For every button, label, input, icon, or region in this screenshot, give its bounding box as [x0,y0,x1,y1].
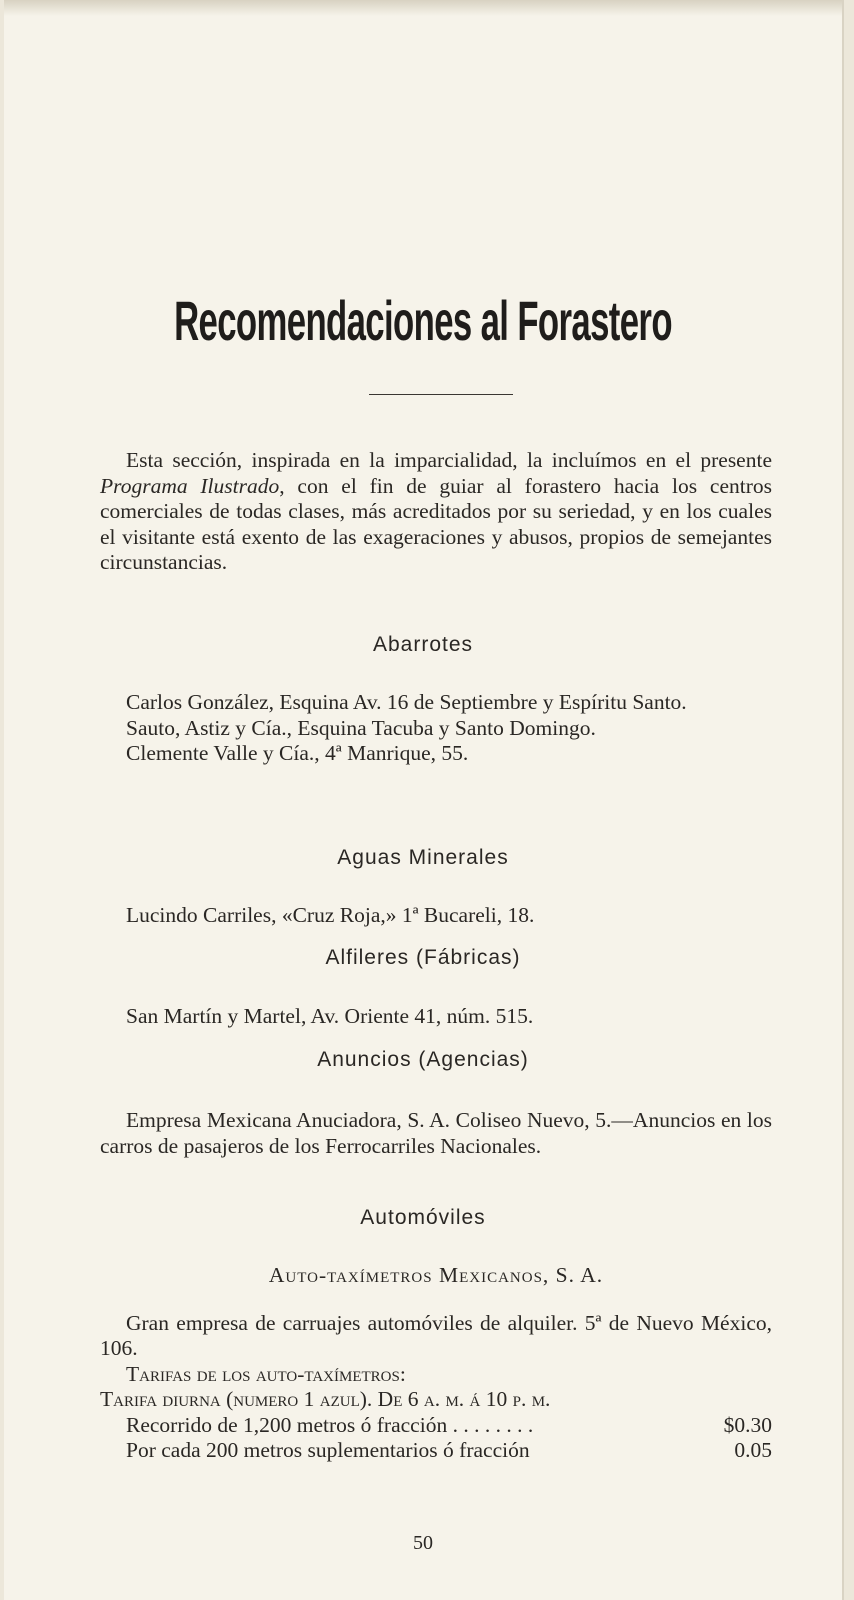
list-item: Empresa Mexicana Anuciadora, S. A. Coliseo Nuevo, 5.—Anuncios en los carros de pasajeros de los Ferrocarriles Nacionales. [100,1108,772,1158]
intro-italic-title: Programa Ilustrado [100,473,280,498]
intro-paragraph [100,448,772,576]
page [4,0,844,1600]
page-number: 50 [413,1532,433,1554]
section-aguas-minerales [100,903,772,929]
tarifa-row [100,1438,772,1464]
company-name: Auto-taxímetros Mexicanos, S. A. [268,1263,604,1287]
tarifa-price: $0.30 [723,1412,772,1437]
list-item: Gran empresa de carruajes automóviles de alquiler. 5ª de Nuevo México, 106. [100,1310,772,1360]
section-heading-alfileres: Alfileres (Fábricas) [325,946,521,969]
list-item: San Martín y Martel, Av. Oriente 41, núm. 515. [126,1004,534,1028]
section-heading-abarrotes: Abarrotes [372,633,474,656]
list-item: Tarifas de los auto-taxímetros: [126,1361,406,1386]
intro-text-before: Esta sección, inspirada en la imparcialidad, la incluímos en el presente [126,448,772,472]
tarifa-heading: Tarifa diurna (numero 1 azul). De 6 a. m. á 10 p. m. [100,1387,551,1411]
list-item: Lucindo Carriles, «Cruz Roja,» 1ª Bucareli, 18. [126,903,535,927]
section-alfileres [100,1004,772,1030]
title-rule [369,394,513,395]
list-item: Carlos González, Esquina Av. 16 de Septiembre y Espíritu Santo. [126,690,687,714]
section-abarrotes [100,690,772,767]
list-item: Clemente Valle y Cía., 4ª Manrique, 55. [126,741,469,765]
section-heading-automoviles: Automóviles [360,1206,486,1229]
tarifa-price: 0.05 [734,1438,772,1462]
page-top-edge [4,0,842,16]
section-heading-aguas-minerales: Aguas Minerales [337,846,509,869]
tarifa-row [100,1413,772,1439]
list-item: Sauto, Astiz y Cía., Esquina Tacuba y Santo Domingo. [126,715,596,740]
section-heading-anuncios: Anuncios (Agencias) [317,1048,529,1071]
section-anuncios [100,1108,772,1159]
page-title: Recomendaciones al Forastero [174,289,672,352]
tarifa-label: Por cada 200 metros suplementarios ó fracción [126,1438,530,1462]
section-automoviles [100,1263,772,1464]
intro-text-after: , con el fin de guiar al forastero hacia los centros comerciales de todas clases, más acreditados por su seriedad, y en los cuales el visitante está exento de las exageraciones y abusos, propios de semejantes circunstancias. [100,473,773,574]
tarifa-label: Recorrido de 1,200 metros ó fracción . . . . . . . . [126,1412,534,1437]
